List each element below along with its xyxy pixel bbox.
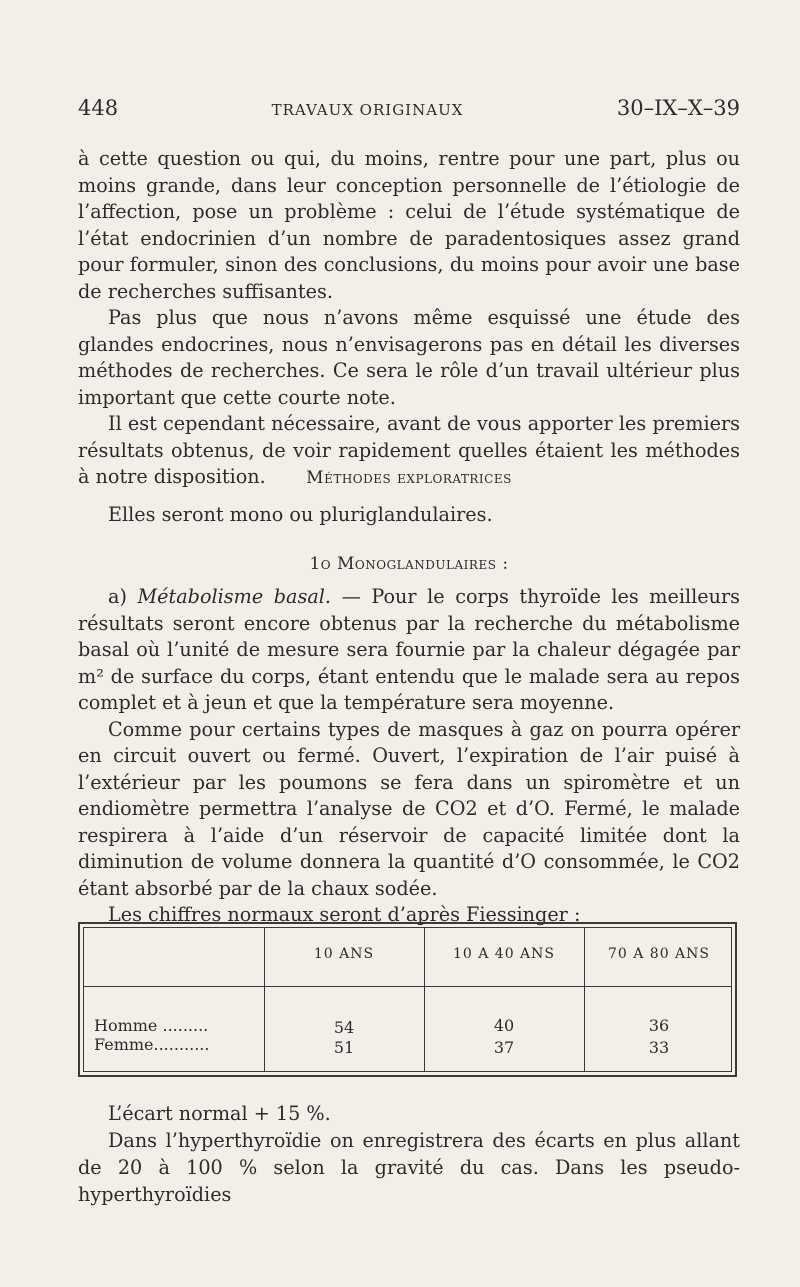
metabolism-prefix: a) [108, 585, 138, 608]
cell-femme-10: 51 [333, 1038, 355, 1057]
page-number: 448 [78, 96, 119, 120]
closing-text [78, 1100, 740, 1208]
metabolism-text: — Pour le corps thyroïde les meilleurs résultats seront encore obtenus par la recherche du métabolisme basal où l’unité de mesure sera fournie par la chaleur dégagée par m² de surface du corps, étant entendu que le malade sera au repos complet et à jeun et que la température sera moyenne. [78, 585, 741, 714]
ecart-normal: L’écart normal + 15 %. [108, 1102, 331, 1125]
cell-femme-10-40: 37 [493, 1038, 515, 1057]
running-header [78, 96, 740, 120]
section-title: Méthodes exploratrices [306, 468, 512, 488]
cell-homme-10-40: 40 [493, 1016, 515, 1035]
header-divider [84, 986, 731, 987]
row-label-homme: Homme ......... [94, 1016, 209, 1035]
row-label-femme: Femme........... [94, 1035, 210, 1054]
col-header-10-40-ans: 10 A 40 ANS [452, 946, 556, 962]
running-title: TRAVAUX ORIGINAUX [271, 101, 464, 119]
section-intro: Elles seront mono ou pluriglandulaires. [108, 503, 493, 526]
cell-femme-70-80: 33 [648, 1038, 670, 1057]
metabolism-paragraph [78, 584, 740, 717]
section-intro-block [78, 502, 740, 529]
col-header-70-80-ans: 70 A 80 ANS [607, 946, 711, 962]
cell-homme-70-80: 36 [648, 1016, 670, 1035]
cell-homme-10: 54 [333, 1018, 355, 1037]
paragraph-1: à cette question ou qui, du moins, rentre pour une part, plus ou moins grande, dans leur conception personnelle de l’étiologie de l’affection, pose un problème : celui de l’étude systématique de l’état endocrinien d’un nombre de paradentosiques assez grand pour formuler, sinon des conclusions, du moins pour avoir une base de recherches suffisantes. [78, 147, 740, 303]
opening-text [78, 146, 740, 491]
paragraph-2: Pas plus que nous n’avons même esquissé une étude des glandes endocrines, nous n’envisagerons pas en détail les diverses méthodes de recherches. Ce sera le rôle d’un travail ultérieur plus important que cette courte note. [78, 306, 740, 409]
header-date: 30–IX–X–39 [616, 96, 740, 120]
table-inner-frame [83, 927, 732, 1072]
masks-paragraph: Comme pour certains types de masques à gaz on pourra opérer en circuit ouvert ou fermé. Ouvert, l’expiration de l’air puisé à l’extérieur par les poumons se fera dans un spiromètre et un endiomètre permettra l’analyse de CO2 et d’O. Fermé, le malade respirera à l’aide d’un réservoir de capacité limitée dont la diminution de volume donnera la quantité d’O consommée, le CO2 étant absorbé par de la chaux sodée. [78, 717, 740, 900]
metabolism-label: Métabolisme basal. [137, 585, 331, 608]
last-paragraph: Dans l’hyperthyroïdie on enregistrera des écarts en plus allant de 20 à 100 % selon la gravité du cas. Dans les pseudo-hyperthyroïdies [78, 1129, 740, 1206]
metabolism-block [78, 584, 740, 929]
normal-values-table [78, 922, 737, 1077]
subsection-title: 1o Monoglandulaires : [309, 554, 509, 574]
table-intro: Les chiffres normaux seront d’après Fiessinger : [108, 903, 581, 926]
col-header-10-ans: 10 ANS [313, 946, 375, 962]
paragraph-3: Il est cependant nécessaire, avant de vous apporter les premiers résultats obtenus, de voir rapidement quelles étaient les méthodes à notre disposition. [78, 412, 740, 488]
